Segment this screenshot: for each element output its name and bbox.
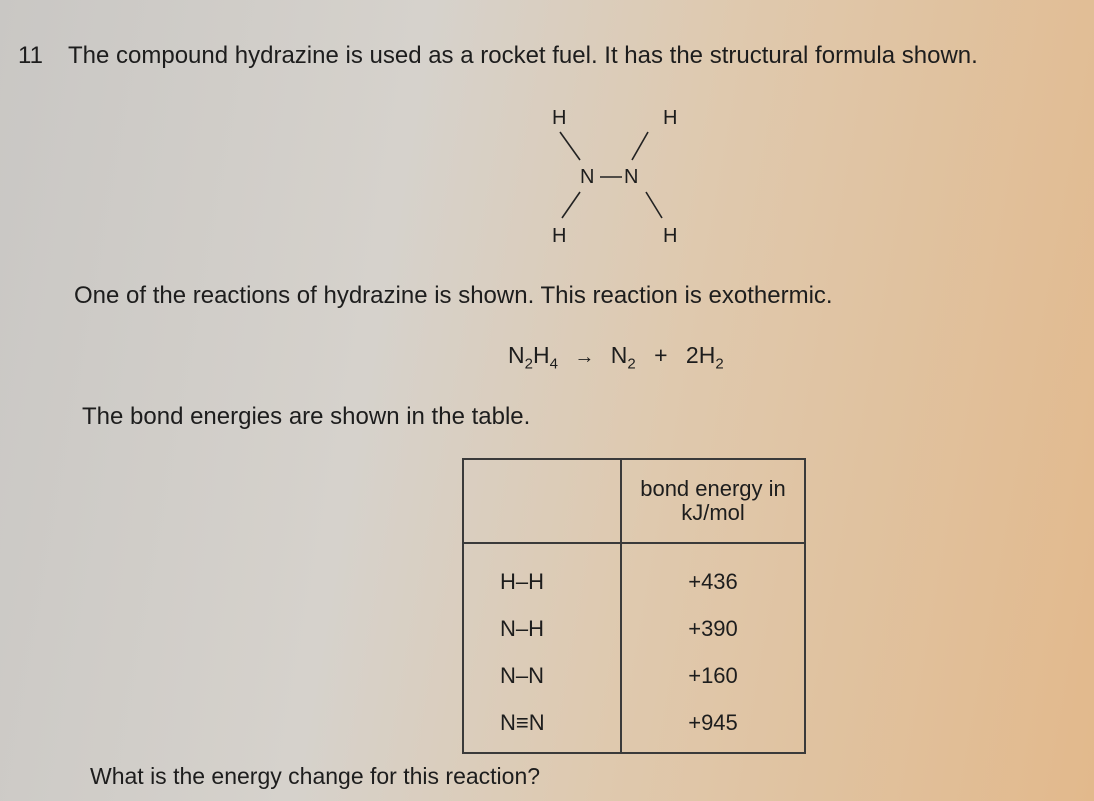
atom-n-left: N <box>580 166 595 188</box>
energy-column <box>621 543 805 753</box>
bond-energy-table <box>462 458 806 754</box>
bond-column <box>463 543 621 753</box>
atom-h-bottom-right: H <box>663 225 678 247</box>
hydrazine-structure <box>536 100 706 250</box>
bond-name: N≡N <box>500 710 545 735</box>
atom-h-top-left: H <box>552 107 567 129</box>
header-label: bond energy in kJ/mol <box>640 475 786 525</box>
bond-energy-value: +390 <box>688 616 738 641</box>
reactant-h-subscript: 4 <box>549 355 558 373</box>
atom-h-bottom-left: H <box>552 225 567 247</box>
table-intro: The bond energies are shown in the table. <box>82 403 531 430</box>
bond-energy-value: +945 <box>688 710 738 735</box>
product-n2: N <box>610 342 628 368</box>
bond-name: N–H <box>500 616 545 641</box>
reactant-h: H <box>532 342 550 368</box>
table-header-empty <box>463 459 621 543</box>
plus-sign: + <box>654 342 668 368</box>
product-h2-subscript: 2 <box>715 355 724 373</box>
reaction-intro: One of the reactions of hydrazine is shown. This reaction is exothermic. <box>74 282 833 309</box>
question-intro: The compound hydrazine is used as a rocket fuel. It has the structural formula shown. <box>68 42 978 69</box>
atom-h-top-right: H <box>663 107 678 129</box>
bond-energy-value: +436 <box>688 569 738 594</box>
product-n2-subscript: 2 <box>627 355 636 373</box>
bond-name: N–N <box>500 663 545 688</box>
reactant-n: N <box>508 342 525 368</box>
product-h2: H <box>698 342 716 368</box>
atom-n-right: N <box>624 166 639 188</box>
reaction-arrow: → <box>574 346 595 368</box>
question-number: 11 <box>18 42 43 69</box>
bond-name: H–H <box>500 569 545 594</box>
reaction-equation <box>508 342 724 373</box>
product-h2-coefficient: 2 <box>685 342 699 368</box>
table-header-bond-energy <box>621 459 805 543</box>
bond-energy-value: +160 <box>688 663 738 688</box>
question-prompt: What is the energy change for this reaction? <box>90 763 541 789</box>
reactant-n-subscript: 2 <box>524 355 533 373</box>
